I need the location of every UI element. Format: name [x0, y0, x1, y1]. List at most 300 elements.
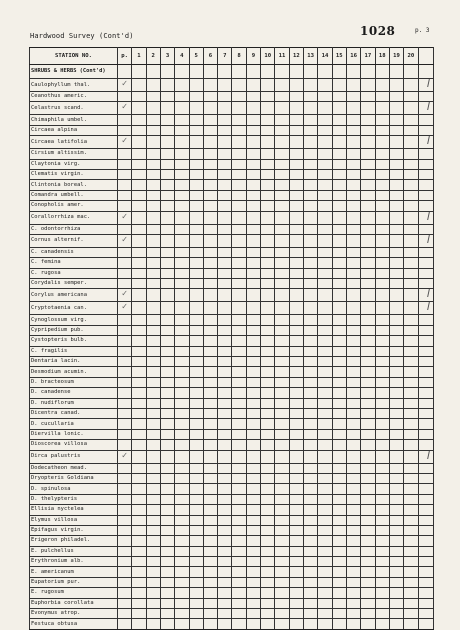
station-cell[interactable]	[318, 136, 332, 149]
station-cell[interactable]	[389, 159, 403, 169]
station-cell[interactable]	[375, 408, 389, 418]
station-cell[interactable]	[404, 536, 418, 546]
extra-cell[interactable]	[418, 289, 433, 302]
station-cell[interactable]	[175, 598, 189, 608]
station-cell[interactable]	[304, 315, 318, 325]
station-cell[interactable]	[389, 367, 403, 377]
station-cell[interactable]	[375, 315, 389, 325]
station-cell[interactable]	[404, 588, 418, 598]
station-cell[interactable]	[361, 450, 375, 463]
station-cell[interactable]	[232, 224, 246, 234]
station-cell[interactable]	[160, 463, 174, 473]
station-cell[interactable]	[146, 494, 160, 504]
station-cell[interactable]	[304, 525, 318, 535]
station-cell[interactable]	[132, 429, 146, 439]
station-cell[interactable]	[203, 136, 217, 149]
station-cell[interactable]	[389, 289, 403, 302]
station-cell[interactable]	[189, 79, 203, 92]
station-cell[interactable]	[318, 484, 332, 494]
station-cell[interactable]	[361, 505, 375, 515]
station-cell[interactable]	[346, 484, 360, 494]
station-cell[interactable]	[318, 398, 332, 408]
station-cell[interactable]	[189, 289, 203, 302]
extra-cell[interactable]	[418, 159, 433, 169]
station-cell[interactable]	[289, 79, 303, 92]
extra-cell[interactable]	[418, 557, 433, 567]
station-cell[interactable]	[375, 268, 389, 278]
station-cell[interactable]	[304, 515, 318, 525]
station-cell[interactable]	[375, 125, 389, 135]
station-cell[interactable]	[261, 79, 275, 92]
station-cell[interactable]	[232, 408, 246, 418]
station-cell[interactable]	[203, 201, 217, 211]
station-cell[interactable]	[318, 169, 332, 179]
station-cell[interactable]	[232, 169, 246, 179]
station-cell[interactable]	[375, 388, 389, 398]
extra-cell[interactable]	[418, 190, 433, 200]
station-cell[interactable]	[389, 211, 403, 224]
station-cell[interactable]	[203, 234, 217, 247]
station-cell[interactable]	[261, 505, 275, 515]
station-cell[interactable]	[146, 557, 160, 567]
station-cell[interactable]	[203, 190, 217, 200]
station-cell[interactable]	[361, 149, 375, 159]
presence-cell[interactable]	[117, 234, 131, 247]
station-cell[interactable]	[389, 440, 403, 450]
station-cell[interactable]	[261, 247, 275, 257]
station-cell[interactable]	[218, 315, 232, 325]
station-cell[interactable]	[304, 247, 318, 257]
station-cell[interactable]	[275, 484, 289, 494]
station-cell[interactable]	[160, 367, 174, 377]
station-cell[interactable]	[375, 102, 389, 115]
station-cell[interactable]	[203, 429, 217, 439]
station-cell[interactable]	[160, 190, 174, 200]
presence-cell[interactable]	[117, 546, 131, 556]
station-cell[interactable]	[146, 224, 160, 234]
station-cell[interactable]	[318, 115, 332, 125]
station-cell[interactable]	[289, 588, 303, 598]
station-cell[interactable]	[318, 315, 332, 325]
station-cell[interactable]	[346, 201, 360, 211]
station-cell[interactable]	[160, 557, 174, 567]
station-cell[interactable]	[175, 429, 189, 439]
station-cell[interactable]	[304, 169, 318, 179]
station-cell[interactable]	[275, 419, 289, 429]
station-cell[interactable]	[261, 377, 275, 387]
station-cell[interactable]	[146, 388, 160, 398]
station-cell[interactable]	[189, 588, 203, 598]
station-cell[interactable]	[189, 336, 203, 346]
station-cell[interactable]	[404, 190, 418, 200]
station-cell[interactable]	[332, 577, 346, 587]
presence-cell[interactable]	[117, 92, 131, 102]
station-cell[interactable]	[304, 546, 318, 556]
presence-cell[interactable]	[117, 484, 131, 494]
extra-cell[interactable]	[418, 357, 433, 367]
station-cell[interactable]	[160, 440, 174, 450]
station-cell[interactable]	[304, 609, 318, 619]
station-cell[interactable]	[218, 346, 232, 356]
station-cell[interactable]	[246, 429, 260, 439]
extra-cell[interactable]	[418, 577, 433, 587]
station-cell[interactable]	[246, 408, 260, 418]
station-cell[interactable]	[404, 258, 418, 268]
station-cell[interactable]	[275, 102, 289, 115]
station-cell[interactable]	[232, 440, 246, 450]
extra-cell[interactable]	[418, 536, 433, 546]
station-cell[interactable]	[346, 619, 360, 629]
station-cell[interactable]	[375, 149, 389, 159]
station-cell[interactable]	[232, 377, 246, 387]
station-cell[interactable]	[218, 494, 232, 504]
station-cell[interactable]	[203, 484, 217, 494]
station-cell[interactable]	[232, 429, 246, 439]
station-cell[interactable]	[203, 149, 217, 159]
station-cell[interactable]	[289, 450, 303, 463]
station-cell[interactable]	[246, 79, 260, 92]
extra-cell[interactable]	[418, 302, 433, 315]
station-cell[interactable]	[261, 450, 275, 463]
station-cell[interactable]	[318, 346, 332, 356]
station-cell[interactable]	[361, 315, 375, 325]
station-cell[interactable]	[361, 357, 375, 367]
station-cell[interactable]	[332, 115, 346, 125]
station-cell[interactable]	[361, 279, 375, 289]
station-cell[interactable]	[132, 279, 146, 289]
station-cell[interactable]	[375, 289, 389, 302]
station-cell[interactable]	[346, 102, 360, 115]
station-cell[interactable]	[389, 279, 403, 289]
station-cell[interactable]	[346, 577, 360, 587]
station-cell[interactable]	[203, 505, 217, 515]
station-cell[interactable]	[232, 279, 246, 289]
station-cell[interactable]	[404, 169, 418, 179]
station-cell[interactable]	[332, 440, 346, 450]
station-cell[interactable]	[203, 302, 217, 315]
station-cell[interactable]	[246, 102, 260, 115]
station-cell[interactable]	[332, 609, 346, 619]
station-cell[interactable]	[375, 92, 389, 102]
station-cell[interactable]	[175, 302, 189, 315]
station-cell[interactable]	[332, 79, 346, 92]
station-cell[interactable]	[218, 515, 232, 525]
station-cell[interactable]	[318, 494, 332, 504]
station-cell[interactable]	[189, 136, 203, 149]
station-cell[interactable]	[404, 302, 418, 315]
station-cell[interactable]	[160, 234, 174, 247]
station-cell[interactable]	[261, 234, 275, 247]
station-cell[interactable]	[261, 494, 275, 504]
station-cell[interactable]	[332, 136, 346, 149]
station-cell[interactable]	[346, 463, 360, 473]
station-cell[interactable]	[304, 180, 318, 190]
station-cell[interactable]	[389, 325, 403, 335]
station-cell[interactable]	[375, 463, 389, 473]
station-cell[interactable]	[189, 536, 203, 546]
station-cell[interactable]	[304, 102, 318, 115]
station-cell[interactable]	[375, 525, 389, 535]
station-cell[interactable]	[389, 79, 403, 92]
station-cell[interactable]	[346, 136, 360, 149]
station-cell[interactable]	[404, 398, 418, 408]
station-cell[interactable]	[275, 588, 289, 598]
station-cell[interactable]	[189, 211, 203, 224]
station-cell[interactable]	[361, 169, 375, 179]
station-cell[interactable]	[318, 473, 332, 483]
station-cell[interactable]	[389, 505, 403, 515]
presence-cell[interactable]	[117, 136, 131, 149]
station-cell[interactable]	[189, 484, 203, 494]
station-cell[interactable]	[146, 279, 160, 289]
station-cell[interactable]	[361, 102, 375, 115]
station-cell[interactable]	[318, 102, 332, 115]
station-cell[interactable]	[160, 419, 174, 429]
station-cell[interactable]	[304, 367, 318, 377]
station-cell[interactable]	[375, 567, 389, 577]
presence-cell[interactable]	[117, 463, 131, 473]
station-cell[interactable]	[175, 398, 189, 408]
station-cell[interactable]	[132, 398, 146, 408]
station-cell[interactable]	[146, 302, 160, 315]
presence-cell[interactable]	[117, 577, 131, 587]
station-cell[interactable]	[132, 515, 146, 525]
station-cell[interactable]	[375, 419, 389, 429]
station-cell[interactable]	[218, 136, 232, 149]
station-cell[interactable]	[318, 546, 332, 556]
station-cell[interactable]	[175, 525, 189, 535]
station-cell[interactable]	[275, 115, 289, 125]
station-cell[interactable]	[203, 577, 217, 587]
station-cell[interactable]	[389, 567, 403, 577]
station-cell[interactable]	[275, 494, 289, 504]
station-cell[interactable]	[261, 357, 275, 367]
station-cell[interactable]	[246, 494, 260, 504]
station-cell[interactable]	[389, 136, 403, 149]
station-cell[interactable]	[275, 429, 289, 439]
extra-cell[interactable]	[418, 247, 433, 257]
station-cell[interactable]	[246, 557, 260, 567]
station-cell[interactable]	[175, 367, 189, 377]
station-cell[interactable]	[332, 302, 346, 315]
station-cell[interactable]	[361, 577, 375, 587]
presence-cell[interactable]	[117, 224, 131, 234]
station-cell[interactable]	[332, 494, 346, 504]
station-cell[interactable]	[332, 429, 346, 439]
station-cell[interactable]	[132, 325, 146, 335]
station-cell[interactable]	[289, 125, 303, 135]
station-cell[interactable]	[261, 268, 275, 278]
station-cell[interactable]	[189, 258, 203, 268]
presence-cell[interactable]	[117, 211, 131, 224]
station-cell[interactable]	[218, 463, 232, 473]
station-cell[interactable]	[175, 102, 189, 115]
station-cell[interactable]	[304, 473, 318, 483]
station-cell[interactable]	[203, 408, 217, 418]
station-cell[interactable]	[203, 598, 217, 608]
station-cell[interactable]	[361, 408, 375, 418]
station-cell[interactable]	[218, 567, 232, 577]
station-cell[interactable]	[246, 588, 260, 598]
station-cell[interactable]	[404, 125, 418, 135]
station-cell[interactable]	[246, 505, 260, 515]
station-cell[interactable]	[404, 429, 418, 439]
station-cell[interactable]	[132, 505, 146, 515]
station-cell[interactable]	[232, 115, 246, 125]
station-cell[interactable]	[275, 136, 289, 149]
station-cell[interactable]	[389, 557, 403, 567]
station-cell[interactable]	[261, 609, 275, 619]
station-cell[interactable]	[175, 536, 189, 546]
station-cell[interactable]	[175, 346, 189, 356]
station-cell[interactable]	[361, 336, 375, 346]
station-cell[interactable]	[175, 289, 189, 302]
station-cell[interactable]	[332, 398, 346, 408]
station-cell[interactable]	[261, 546, 275, 556]
station-cell[interactable]	[175, 201, 189, 211]
station-cell[interactable]	[346, 211, 360, 224]
station-cell[interactable]	[332, 180, 346, 190]
station-cell[interactable]	[332, 484, 346, 494]
station-cell[interactable]	[261, 346, 275, 356]
station-cell[interactable]	[332, 419, 346, 429]
station-cell[interactable]	[318, 367, 332, 377]
station-cell[interactable]	[289, 224, 303, 234]
station-cell[interactable]	[346, 224, 360, 234]
station-cell[interactable]	[146, 357, 160, 367]
presence-cell[interactable]	[117, 190, 131, 200]
station-cell[interactable]	[361, 619, 375, 629]
station-cell[interactable]	[261, 279, 275, 289]
station-cell[interactable]	[275, 289, 289, 302]
station-cell[interactable]	[175, 609, 189, 619]
station-cell[interactable]	[203, 125, 217, 135]
station-cell[interactable]	[189, 115, 203, 125]
station-cell[interactable]	[332, 268, 346, 278]
station-cell[interactable]	[175, 211, 189, 224]
extra-cell[interactable]	[418, 567, 433, 577]
station-cell[interactable]	[389, 149, 403, 159]
station-cell[interactable]	[375, 224, 389, 234]
station-cell[interactable]	[304, 536, 318, 546]
station-cell[interactable]	[318, 279, 332, 289]
station-cell[interactable]	[375, 429, 389, 439]
station-cell[interactable]	[232, 598, 246, 608]
station-cell[interactable]	[275, 247, 289, 257]
station-cell[interactable]	[160, 79, 174, 92]
station-cell[interactable]	[275, 125, 289, 135]
station-cell[interactable]	[246, 224, 260, 234]
station-cell[interactable]	[132, 367, 146, 377]
station-cell[interactable]	[261, 473, 275, 483]
station-cell[interactable]	[261, 92, 275, 102]
station-cell[interactable]	[275, 149, 289, 159]
station-cell[interactable]	[275, 619, 289, 629]
station-cell[interactable]	[160, 577, 174, 587]
presence-cell[interactable]	[117, 557, 131, 567]
station-cell[interactable]	[389, 588, 403, 598]
station-cell[interactable]	[318, 450, 332, 463]
station-cell[interactable]	[146, 315, 160, 325]
station-cell[interactable]	[275, 258, 289, 268]
station-cell[interactable]	[146, 169, 160, 179]
station-cell[interactable]	[203, 115, 217, 125]
station-cell[interactable]	[246, 598, 260, 608]
station-cell[interactable]	[218, 302, 232, 315]
station-cell[interactable]	[275, 546, 289, 556]
presence-cell[interactable]	[117, 619, 131, 629]
station-cell[interactable]	[318, 408, 332, 418]
station-cell[interactable]	[389, 450, 403, 463]
station-cell[interactable]	[318, 224, 332, 234]
presence-cell[interactable]	[117, 567, 131, 577]
station-cell[interactable]	[175, 336, 189, 346]
station-cell[interactable]	[146, 92, 160, 102]
station-cell[interactable]	[289, 557, 303, 567]
station-cell[interactable]	[275, 440, 289, 450]
station-cell[interactable]	[160, 388, 174, 398]
station-cell[interactable]	[146, 190, 160, 200]
station-cell[interactable]	[261, 169, 275, 179]
station-cell[interactable]	[275, 577, 289, 587]
station-cell[interactable]	[346, 388, 360, 398]
station-cell[interactable]	[375, 201, 389, 211]
extra-cell[interactable]	[418, 429, 433, 439]
station-cell[interactable]	[146, 159, 160, 169]
extra-cell[interactable]	[418, 598, 433, 608]
extra-cell[interactable]	[418, 315, 433, 325]
station-cell[interactable]	[375, 450, 389, 463]
station-cell[interactable]	[361, 536, 375, 546]
station-cell[interactable]	[332, 357, 346, 367]
station-cell[interactable]	[346, 367, 360, 377]
station-cell[interactable]	[203, 211, 217, 224]
station-cell[interactable]	[389, 302, 403, 315]
station-cell[interactable]	[175, 315, 189, 325]
extra-cell[interactable]	[418, 609, 433, 619]
extra-cell[interactable]	[418, 149, 433, 159]
station-cell[interactable]	[160, 598, 174, 608]
station-cell[interactable]	[389, 419, 403, 429]
station-cell[interactable]	[289, 577, 303, 587]
station-cell[interactable]	[132, 408, 146, 418]
extra-cell[interactable]	[418, 440, 433, 450]
presence-cell[interactable]	[117, 325, 131, 335]
station-cell[interactable]	[404, 102, 418, 115]
station-cell[interactable]	[175, 408, 189, 418]
station-cell[interactable]	[246, 619, 260, 629]
station-cell[interactable]	[189, 169, 203, 179]
station-cell[interactable]	[289, 315, 303, 325]
station-cell[interactable]	[146, 463, 160, 473]
station-cell[interactable]	[132, 598, 146, 608]
presence-cell[interactable]	[117, 180, 131, 190]
station-cell[interactable]	[146, 525, 160, 535]
extra-cell[interactable]	[418, 619, 433, 629]
station-cell[interactable]	[332, 598, 346, 608]
extra-cell[interactable]	[418, 125, 433, 135]
extra-cell[interactable]	[418, 169, 433, 179]
station-cell[interactable]	[261, 525, 275, 535]
station-cell[interactable]	[160, 149, 174, 159]
station-cell[interactable]	[289, 463, 303, 473]
station-cell[interactable]	[218, 473, 232, 483]
station-cell[interactable]	[132, 346, 146, 356]
station-cell[interactable]	[375, 258, 389, 268]
station-cell[interactable]	[218, 211, 232, 224]
station-cell[interactable]	[189, 159, 203, 169]
station-cell[interactable]	[261, 159, 275, 169]
